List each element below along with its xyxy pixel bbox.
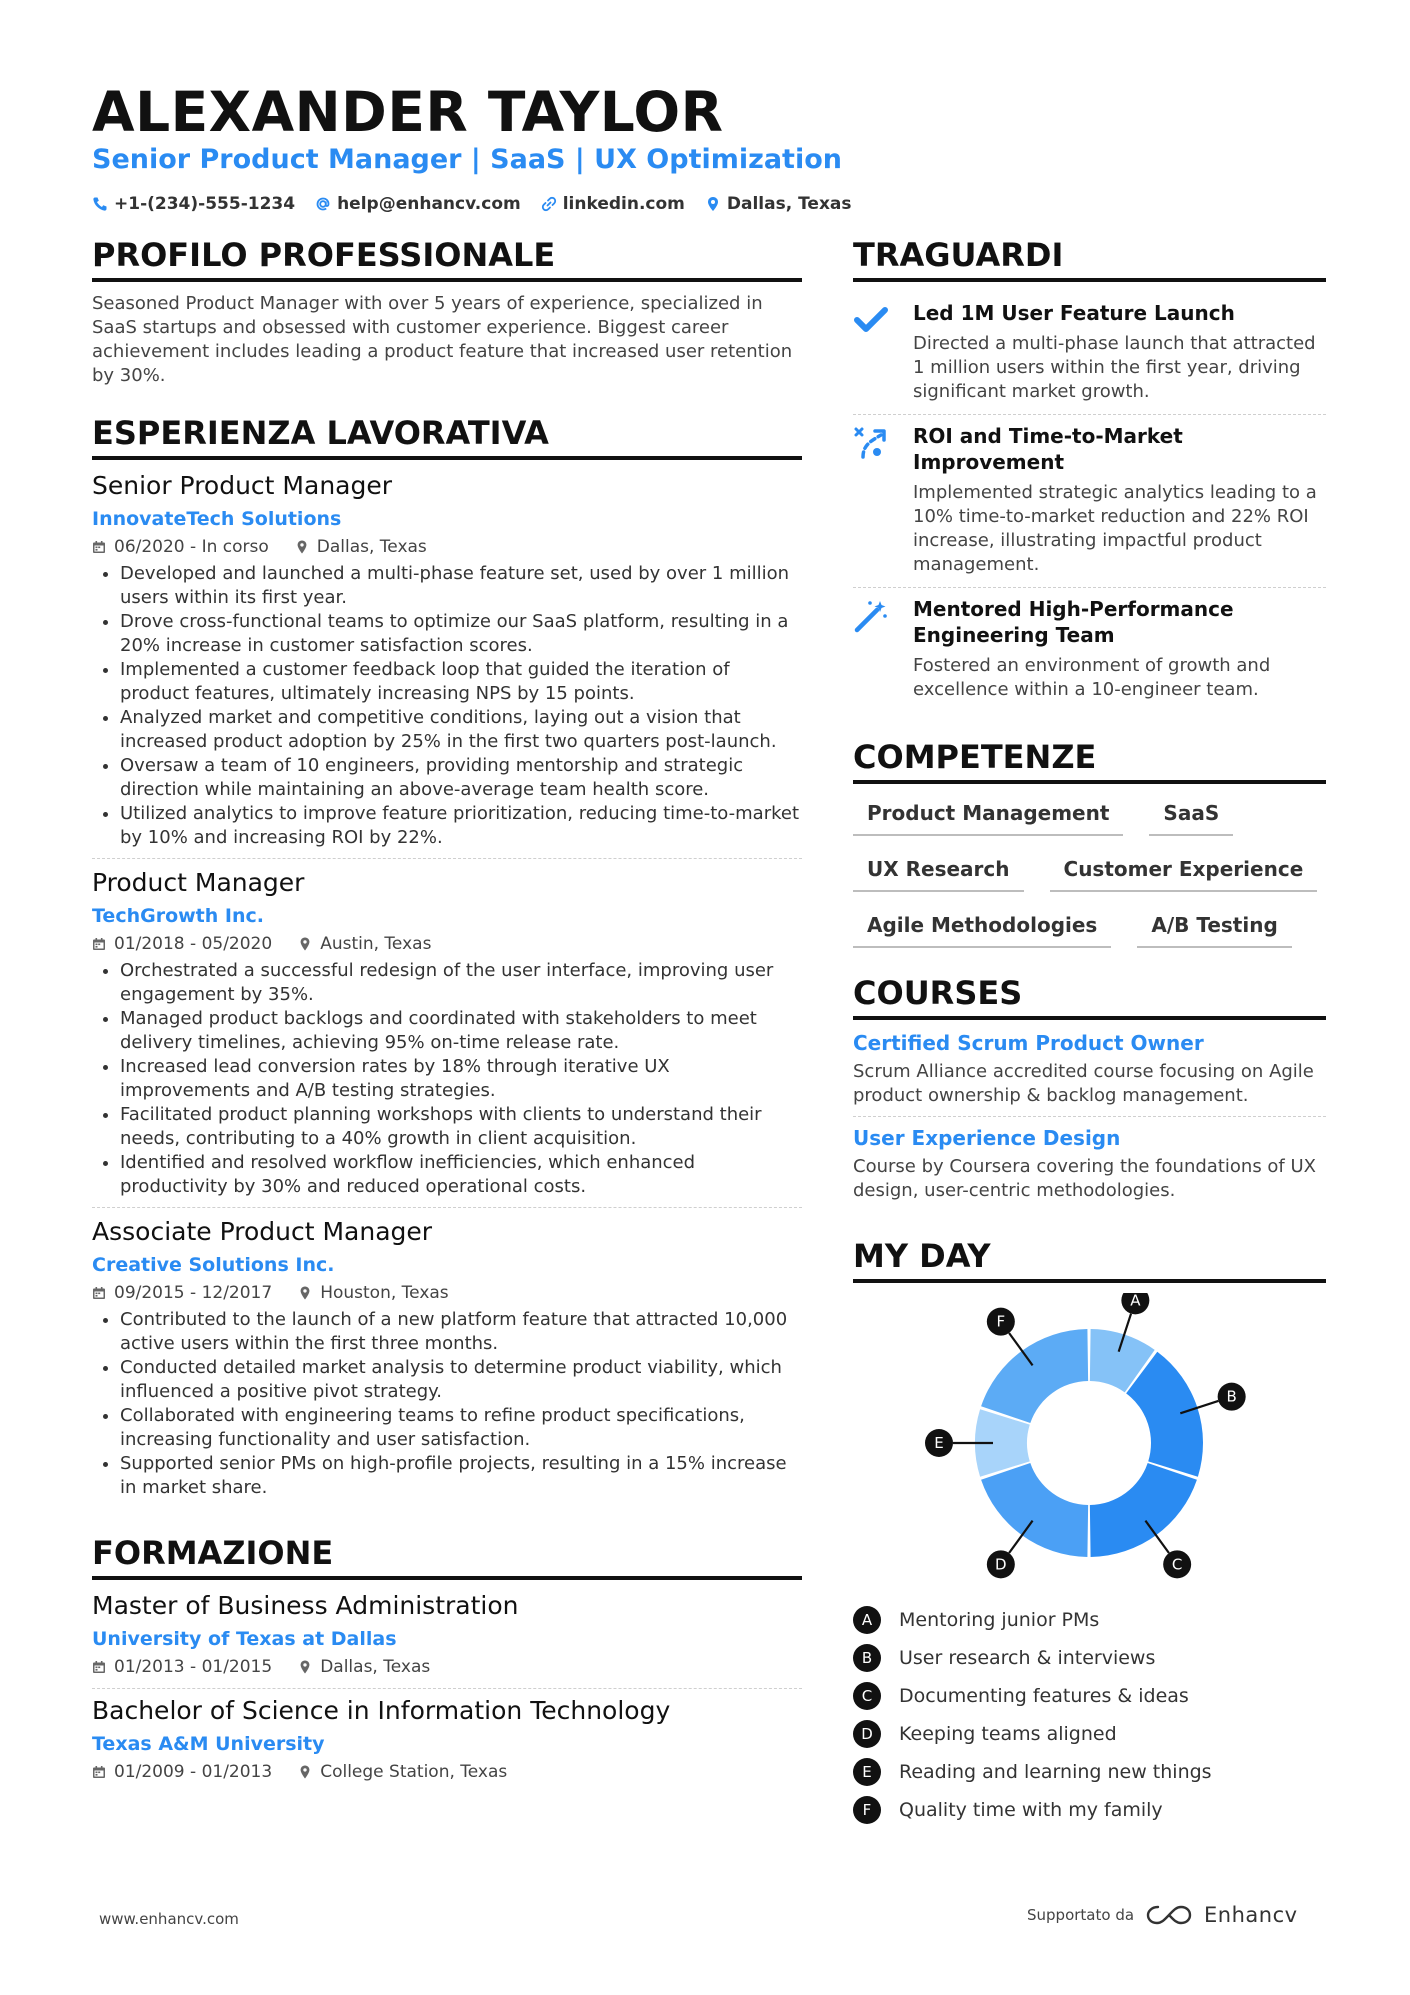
checkmark-icon: [853, 302, 889, 338]
legend-badge: E: [853, 1758, 881, 1786]
job-bullet: • Drove cross-functional teams to optimize our SaaS platform, resulting in a 20% increase in customer satisfaction scores.: [120, 610, 802, 658]
legend-label: Quality time with my family: [899, 1799, 1163, 1821]
education-school: University of Texas at Dallas: [92, 1628, 397, 1650]
phone-icon: [92, 196, 108, 212]
contact-phone-text: +1-(234)-555-1234: [114, 194, 296, 214]
legend-item: [853, 1753, 1326, 1791]
magic-wand-icon: [853, 598, 889, 634]
donut-label-f: [987, 1308, 1015, 1336]
legend-badge: A: [853, 1606, 881, 1634]
achievement-desc: Implemented strategic analytics leading to a 10% time-to-market reduction and 22% ROI increase, illustrating impactful product management.: [913, 482, 1317, 575]
education-location: [298, 1656, 430, 1678]
calendar-icon: [92, 1765, 106, 1779]
course-item: [853, 1125, 1326, 1211]
job-role: Senior Product Manager: [92, 471, 393, 500]
job-bullet: • Utilized analytics to improve feature prioritization, reducing time-to-market by 10% and increasing ROI by 22%.: [120, 802, 802, 850]
achievement-item: [853, 415, 1326, 588]
donut-label-a: [1121, 1293, 1149, 1314]
my-day-heading: MY DAY: [853, 1237, 1326, 1283]
contact-bar: [92, 194, 852, 214]
job-dates-text: 09/2015 - 12/2017: [114, 1283, 273, 1303]
left-column: [92, 236, 802, 1819]
calendar-icon: [92, 540, 106, 554]
education-degree: Bachelor of Science in Information Technology: [92, 1696, 671, 1725]
job-location: [298, 1282, 448, 1304]
achievement-item: [853, 292, 1326, 415]
location-icon: [705, 196, 721, 212]
education-school: Texas A&M University: [92, 1733, 325, 1755]
job-meta: [92, 536, 802, 558]
education-section: [92, 1534, 802, 1793]
job-location-text: Dallas, Texas: [316, 537, 427, 557]
achievement-desc: Fostered an environment of growth and excellence within a 10-engineer team.: [913, 655, 1271, 700]
skill-tag: A/B Testing: [1137, 912, 1291, 948]
legend-item: [853, 1677, 1326, 1715]
contact-linkedin-text: linkedin.com: [562, 194, 685, 214]
calendar-icon: [92, 937, 106, 951]
job-dates-text: 06/2020 - In corso: [114, 537, 269, 557]
legend-label: Keeping teams aligned: [899, 1723, 1117, 1745]
legend-badge: C: [853, 1682, 881, 1710]
contact-email[interactable]: [315, 194, 521, 214]
donut-label-text: F: [996, 1312, 1006, 1331]
legend-label: User research & interviews: [899, 1647, 1156, 1669]
course-title: Certified Scrum Product Owner: [853, 1031, 1204, 1055]
courses-section: [853, 974, 1326, 1211]
location-icon: [298, 937, 312, 951]
job-bullets: [92, 959, 802, 1199]
donut-slice-f: [981, 1329, 1088, 1423]
course-desc: Course by Coursera covering the foundations of UX design, user-centric methodologies.: [853, 1156, 1316, 1201]
education-degree: Master of Business Administration: [92, 1591, 519, 1620]
legend-item: [853, 1791, 1326, 1829]
job-company: InnovateTech Solutions: [92, 508, 342, 530]
my-day-chart: [853, 1293, 1326, 1593]
job-bullets: [92, 562, 802, 850]
achievement-title: Led 1M User Feature Launch: [913, 301, 1235, 325]
profile-heading: PROFILO PROFESSIONALE: [92, 236, 802, 282]
education-dates-text: 01/2009 - 01/2013: [114, 1762, 273, 1782]
donut-label-c: [1163, 1550, 1191, 1578]
job-role: Associate Product Manager: [92, 1217, 433, 1246]
achievement-icon-wrap: [853, 423, 897, 577]
job-bullet: • Implemented a customer feedback loop that guided the iteration of product features, ultimately increasing NPS by 15 points.: [120, 658, 802, 706]
legend-label: Reading and learning new things: [899, 1761, 1212, 1783]
candidate-title: Senior Product Manager | SaaS | UX Optimization: [92, 144, 842, 175]
job-company: Creative Solutions Inc.: [92, 1254, 335, 1276]
education-dates-text: 01/2013 - 01/2015: [114, 1657, 273, 1677]
donut-label-text: A: [1130, 1293, 1141, 1310]
job-location-text: Austin, Texas: [320, 934, 432, 954]
legend-badge: D: [853, 1720, 881, 1748]
education-location-text: Dallas, Texas: [320, 1657, 431, 1677]
donut-slice-c: [1090, 1463, 1197, 1557]
legend-label: Mentoring junior PMs: [899, 1609, 1100, 1631]
donut-label-e: [925, 1429, 953, 1457]
course-item: [853, 1030, 1326, 1117]
achievement-body: [913, 596, 1326, 702]
footer-branding: [1027, 1903, 1298, 1927]
education-dates: [92, 1656, 272, 1678]
profile-section: [92, 236, 802, 388]
legend-badge: B: [853, 1644, 881, 1672]
skill-tag: Customer Experience: [1050, 856, 1318, 892]
job-bullet: • Collaborated with engineering teams to refine product specifications, increasing functionality and user satisfaction.: [120, 1404, 802, 1452]
education-heading: FORMAZIONE: [92, 1534, 802, 1580]
job-company: TechGrowth Inc.: [92, 905, 264, 927]
job-meta: [92, 933, 802, 955]
skills-list: [853, 794, 1326, 948]
achievements-section: [853, 236, 1326, 712]
donut-label-text: E: [934, 1434, 944, 1452]
experience-heading: ESPERIENZA LAVORATIVA: [92, 414, 802, 460]
donut-label-b: [1218, 1383, 1246, 1411]
donut-label-text: B: [1226, 1387, 1237, 1406]
my-day-section: [853, 1237, 1326, 1829]
profile-summary: Seasoned Product Manager with over 5 years of experience, specialized in SaaS startups and obsessed with customer experience. Biggest career achievement includes leading a product feature that increased user retention by 30%.: [92, 293, 793, 386]
contact-linkedin[interactable]: [541, 194, 685, 214]
strategy-icon: [853, 425, 889, 461]
education-location-text: College Station, Texas: [320, 1762, 508, 1782]
job-entry: [92, 867, 802, 1208]
education-location: [298, 1761, 507, 1783]
job-role: Product Manager: [92, 868, 305, 897]
donut-slice-d: [981, 1463, 1088, 1557]
job-bullet: • Supported senior PMs on high-profile projects, resulting in a 15% increase in market share.: [120, 1452, 802, 1500]
achievement-icon-wrap: [853, 596, 897, 702]
job-location-text: Houston, Texas: [320, 1283, 449, 1303]
job-bullet: • Identified and resolved workflow inefficiencies, which enhanced productivity by 30% and reduced operational costs.: [120, 1151, 802, 1199]
donut-label-text: C: [1171, 1555, 1183, 1574]
contact-email-text: help@enhancv.com: [337, 194, 521, 214]
achievements-heading: TRAGUARDI: [853, 236, 1326, 282]
location-icon: [295, 540, 309, 554]
link-icon: [541, 196, 557, 212]
job-dates-text: 01/2018 - 05/2020: [114, 934, 273, 954]
education-entry: [92, 1695, 802, 1793]
location-icon: [298, 1286, 312, 1300]
location-icon: [298, 1660, 312, 1674]
legend-item: [853, 1601, 1326, 1639]
job-bullet: • Developed and launched a multi-phase feature set, used by over 1 million users within its first year.: [120, 562, 802, 610]
course-title: User Experience Design: [853, 1126, 1121, 1150]
education-meta: [92, 1656, 802, 1678]
job-bullet: • Conducted detailed market analysis to determine product viability, which influenced a positive pivot strategy.: [120, 1356, 802, 1404]
skills-heading: COMPETENZE: [853, 738, 1326, 784]
legend-item: [853, 1715, 1326, 1753]
skill-tag: Agile Methodologies: [853, 912, 1111, 948]
education-entry: [92, 1590, 802, 1689]
skill-tag: Product Management: [853, 800, 1123, 836]
education-dates: [92, 1761, 272, 1783]
achievement-desc: Directed a multi-phase launch that attracted 1 million users within the first year, driving significant market growth.: [913, 333, 1316, 402]
contact-location: [705, 194, 852, 214]
location-icon: [298, 1765, 312, 1779]
achievement-body: [913, 423, 1326, 577]
footer-website[interactable]: www.enhancv.com: [99, 1910, 239, 1928]
donut-label-text: D: [995, 1555, 1007, 1574]
job-entry: [92, 1216, 802, 1508]
course-desc: Scrum Alliance accredited course focusing on Agile product ownership & backlog management.: [853, 1061, 1314, 1106]
enhancv-logo-icon: [1146, 1904, 1192, 1926]
job-bullet: • Facilitated product planning workshops with clients to understand their needs, contributing to a 40% growth in client acquisition.: [120, 1103, 802, 1151]
job-meta: [92, 1282, 802, 1304]
my-day-donut-chart: [853, 1293, 1326, 1593]
job-dates: [92, 933, 272, 955]
achievement-item: [853, 588, 1326, 712]
calendar-icon: [92, 1660, 106, 1674]
skills-section: [853, 738, 1326, 948]
job-bullets: [92, 1308, 802, 1500]
achievement-title: ROI and Time-to-Market Improvement: [913, 424, 1183, 474]
job-location: [298, 933, 431, 955]
candidate-name: ALEXANDER TAYLOR: [92, 80, 724, 144]
legend-label: Documenting features & ideas: [899, 1685, 1189, 1707]
legend-badge: F: [853, 1796, 881, 1824]
donut-label-d: [987, 1550, 1015, 1578]
job-dates: [92, 1282, 272, 1304]
my-day-legend: [853, 1601, 1326, 1829]
right-column: [853, 236, 1326, 1855]
courses-heading: COURSES: [853, 974, 1326, 1020]
job-bullet: • Contributed to the launch of a new platform feature that attracted 10,000 active users within the first three months.: [120, 1308, 802, 1356]
job-bullet: • Increased lead conversion rates by 18% through iterative UX improvements and A/B testing strategies.: [120, 1055, 802, 1103]
job-bullet: • Analyzed market and competitive conditions, laying out a vision that increased product adoption by 25% in the first two quarters post-launch.: [120, 706, 802, 754]
job-bullet: • Oversaw a team of 10 engineers, providing mentorship and strategic direction while maintaining an above-average team health score.: [120, 754, 802, 802]
brand-name: Enhancv: [1204, 1903, 1298, 1927]
job-entry: [92, 470, 802, 859]
contact-location-text: Dallas, Texas: [726, 194, 852, 214]
skill-tag: UX Research: [853, 856, 1024, 892]
achievement-body: [913, 300, 1326, 404]
job-bullet: • Orchestrated a successful redesign of the user interface, improving user engagement by 35%.: [120, 959, 802, 1007]
skill-tag: SaaS: [1149, 800, 1233, 836]
job-dates: [92, 536, 269, 558]
at-icon: [315, 196, 331, 212]
education-meta: [92, 1761, 802, 1783]
calendar-icon: [92, 1286, 106, 1300]
achievement-title: Mentored High-Performance Engineering Team: [913, 597, 1234, 647]
achievement-icon-wrap: [853, 300, 897, 404]
job-bullet: • Managed product backlogs and coordinated with stakeholders to meet delivery timelines, achieving 95% on-time release rate.: [120, 1007, 802, 1055]
powered-by-label: Supportato da: [1027, 1906, 1135, 1924]
legend-item: [853, 1639, 1326, 1677]
experience-section: [92, 414, 802, 1508]
contact-phone[interactable]: [92, 194, 295, 214]
job-location: [295, 536, 427, 558]
